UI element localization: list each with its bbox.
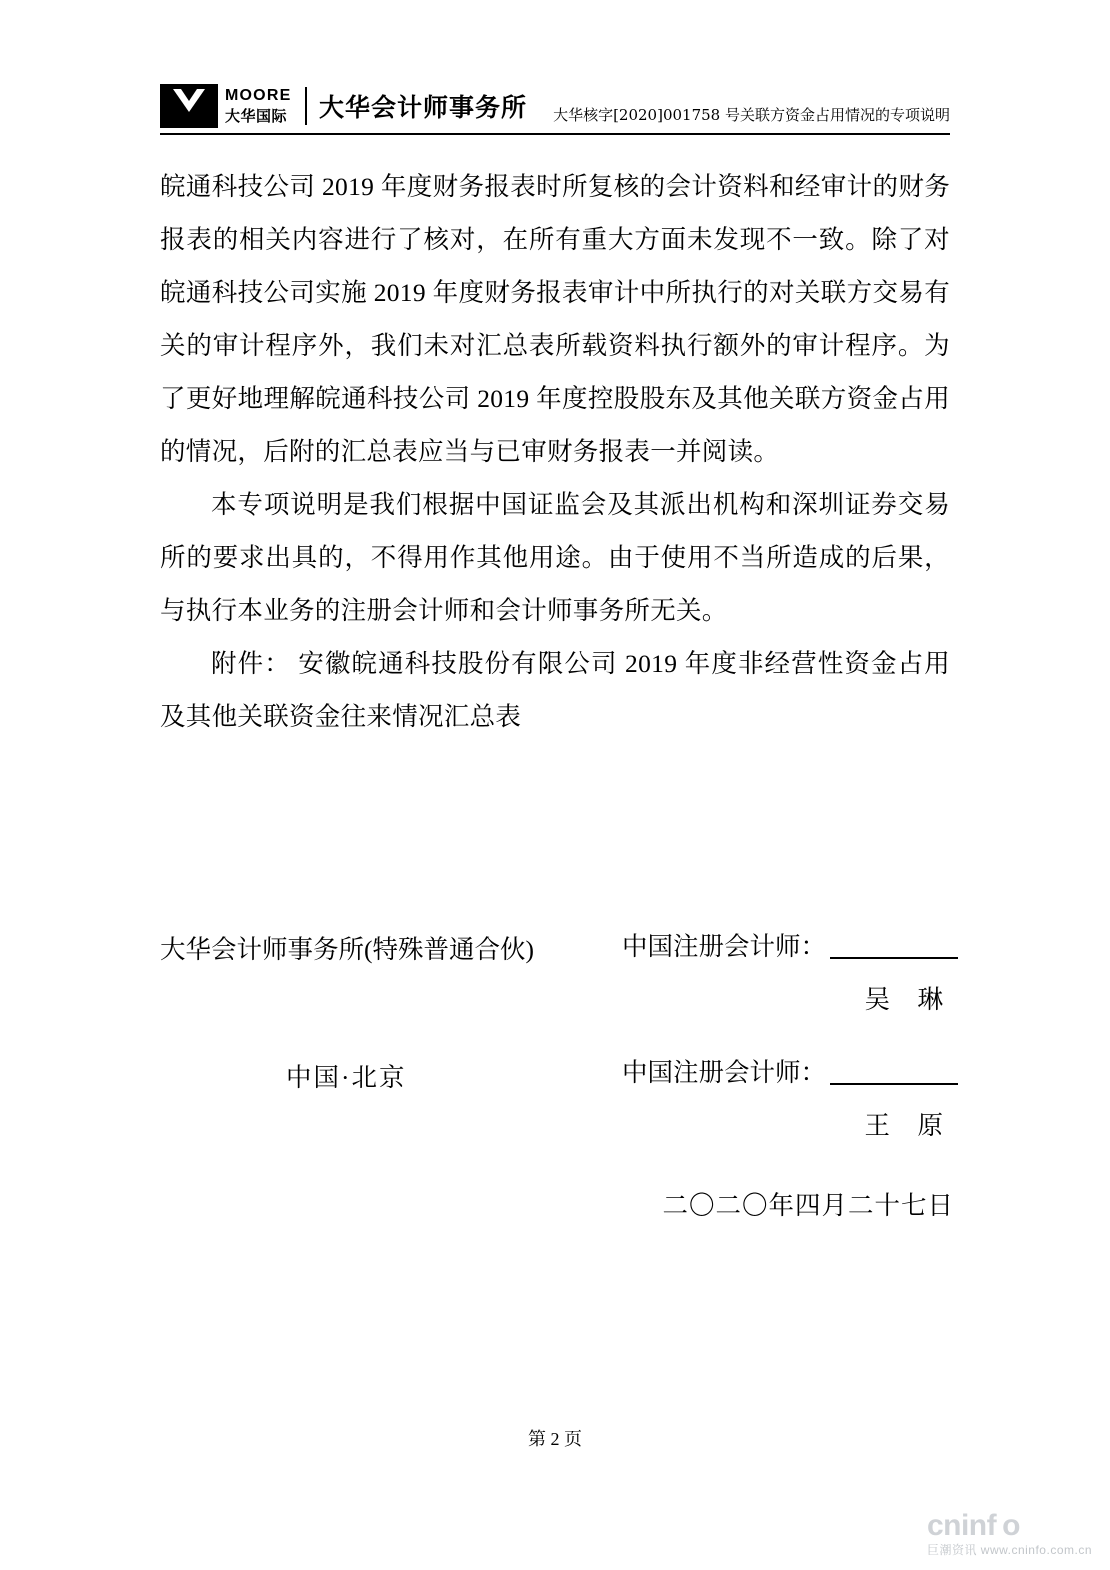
logo-chevron-inner-shape [181,89,197,101]
logo-wordmark [225,88,291,124]
document-body [160,160,950,743]
cpa-name-2: 王 原 [864,1111,944,1140]
paragraph-purpose: 本专项说明是我们根据中国证监会及其派出机构和深圳证券交易所的要求出具的，不得用作其他用途。由于使用不当所造成的后果，与执行本业务的注册会计师和会计师事务所无关。 [160,490,950,625]
cpa-signature-line-1 [830,933,958,959]
signature-right-column [622,930,962,1222]
cpa-name-1: 吴 琳 [864,985,944,1014]
signature-firm-name: 大华会计师事务所(特殊普通合伙) [160,935,534,964]
cpa-signature-line-2 [830,1059,958,1085]
logo-chinese-name: 大华国际 [225,108,288,125]
moore-logo-icon [160,84,218,128]
cpa-signature-row-1 [622,930,962,964]
page-header [160,82,950,134]
cpa-signature-row-2 [622,1056,962,1090]
page-number: 第 2 页 [528,1429,582,1449]
watermark-main-text: cninf [926,1509,997,1542]
logo-divider [305,87,307,125]
paragraph-continuation: 皖通科技公司 2019 年度财务报表时所复核的会计资料和经审计的财务报表的相关内容进行了核对，在所有重大方面未发现不一致。除了对皖通科技公司实施 2019 年度财务报表审计中所执行的对关联方交易有关的审计程序外，我们未对汇总表所载资料执行额外的审计程序。为了更好地理解皖通科技公司 2019 年度控股股东及其他关联方资金占用的情况，后附的汇总表应当与已审财务报表一并阅读。 [160,172,950,466]
watermark-sub-text: 巨潮资讯 www.cninfo.com.cn [926,1543,1092,1557]
moore-logo [160,82,527,130]
signature-date: 二〇二〇年四月二十七日 [662,1191,954,1220]
cpa-label-2: 中国注册会计师： [622,1058,827,1087]
cpa-label-1: 中国注册会计师： [622,932,827,961]
firm-name-stamp: 大华会计师事务所 [318,93,527,122]
signature-city: 中国·北京 [286,1063,407,1092]
cninfo-watermark [927,1511,1092,1556]
attachment-note: 附件： 安徽皖通科技股份有限公司 2019 年度非经营性资金占用及其他关联资金往来情况汇总表 [160,649,950,731]
document-number: 大华核字[2020]001758 号关联方资金占用情况的专项说明 [553,106,950,124]
watermark-suffix-text: o [1002,1509,1020,1542]
logo-english-name: MOORE [225,87,292,104]
header-divider-rule [160,133,950,135]
